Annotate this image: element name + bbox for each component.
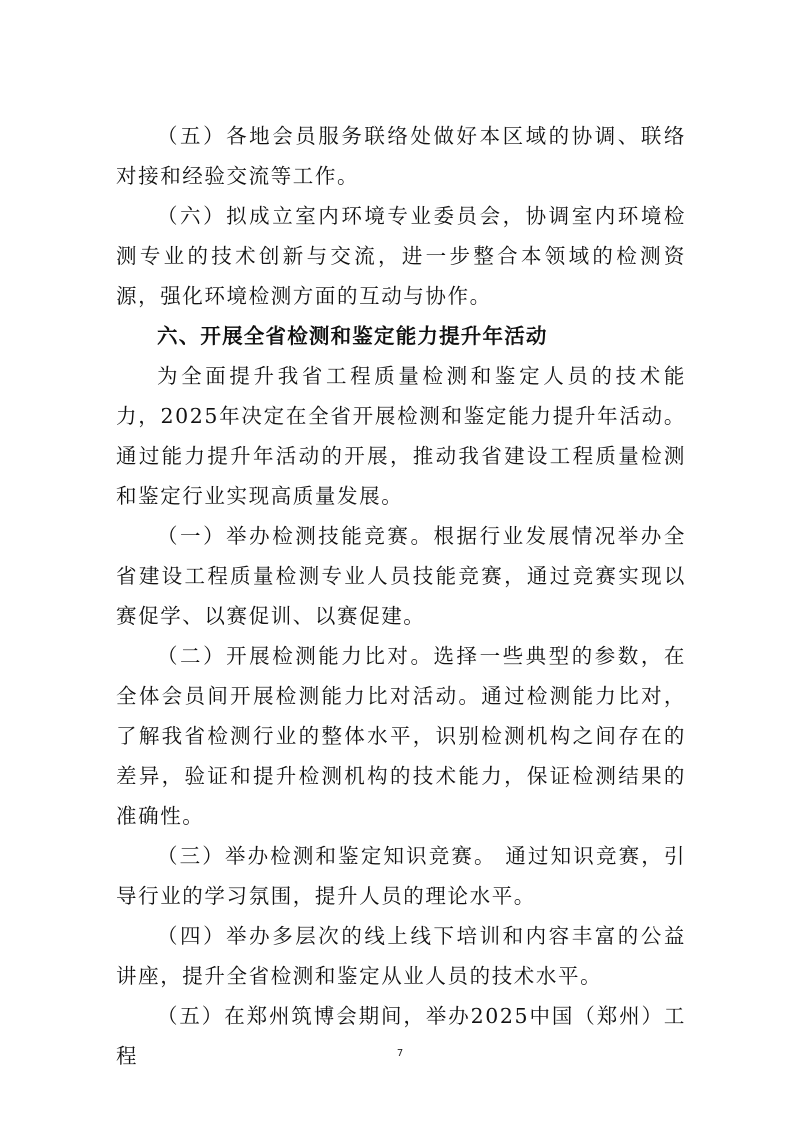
page-number: 7 [396,1048,404,1059]
paragraph-zhengzhou-expo: （五）在郑州筑博会期间，举办2025中国（郑州）工程 [116,1004,686,1068]
paragraph-skills-competition: （一）举办检测技能竞赛。根据行业发展情况举办全省建设工程质量检测专业人员技能竞赛，通过竞赛实现以赛促学、以赛促训、以赛促建。 [116,524,686,628]
paragraph-indoor-environment-committee: （六）拟成立室内环境专业委员会，协调室内环境检测专业的技术创新与交流，进一步整合本领域的检测资源，强化环境检测方面的互动与协作。 [116,204,686,308]
paragraph-capability-year-intro: 为全面提升我省工程质量检测和鉴定人员的技术能力，2025年决定在全省开展检测和鉴定能力提升年活动。通过能力提升年活动的开展，推动我省建设工程质量检测和鉴定行业实现高质量发展。 [116,364,686,508]
paragraph-training-lectures: （四）举办多层次的线上线下培训和内容丰富的公益讲座，提升全省检测和鉴定从业人员的技术水平。 [116,924,686,988]
document-body [116,116,686,1076]
paragraph-member-liaison: （五）各地会员服务联络处做好本区域的协调、联络对接和经验交流等工作。 [116,124,686,188]
paragraph-knowledge-contest: （三）举办检测和鉴定知识竞赛。 通过知识竞赛，引导行业的学习氛围，提升人员的理论水平。 [116,844,686,908]
paragraph-proficiency-comparison: （二）开展检测能力比对。选择一些典型的参数，在全体会员间开展检测能力比对活动。通过检测能力比对，了解我省检测行业的整体水平，识别检测机构之间存在的差异，验证和提升检测机构的技术能力，保证检测结果的准确性。 [116,644,686,828]
section-heading: 六、开展全省检测和鉴定能力提升年活动 [157,324,548,348]
